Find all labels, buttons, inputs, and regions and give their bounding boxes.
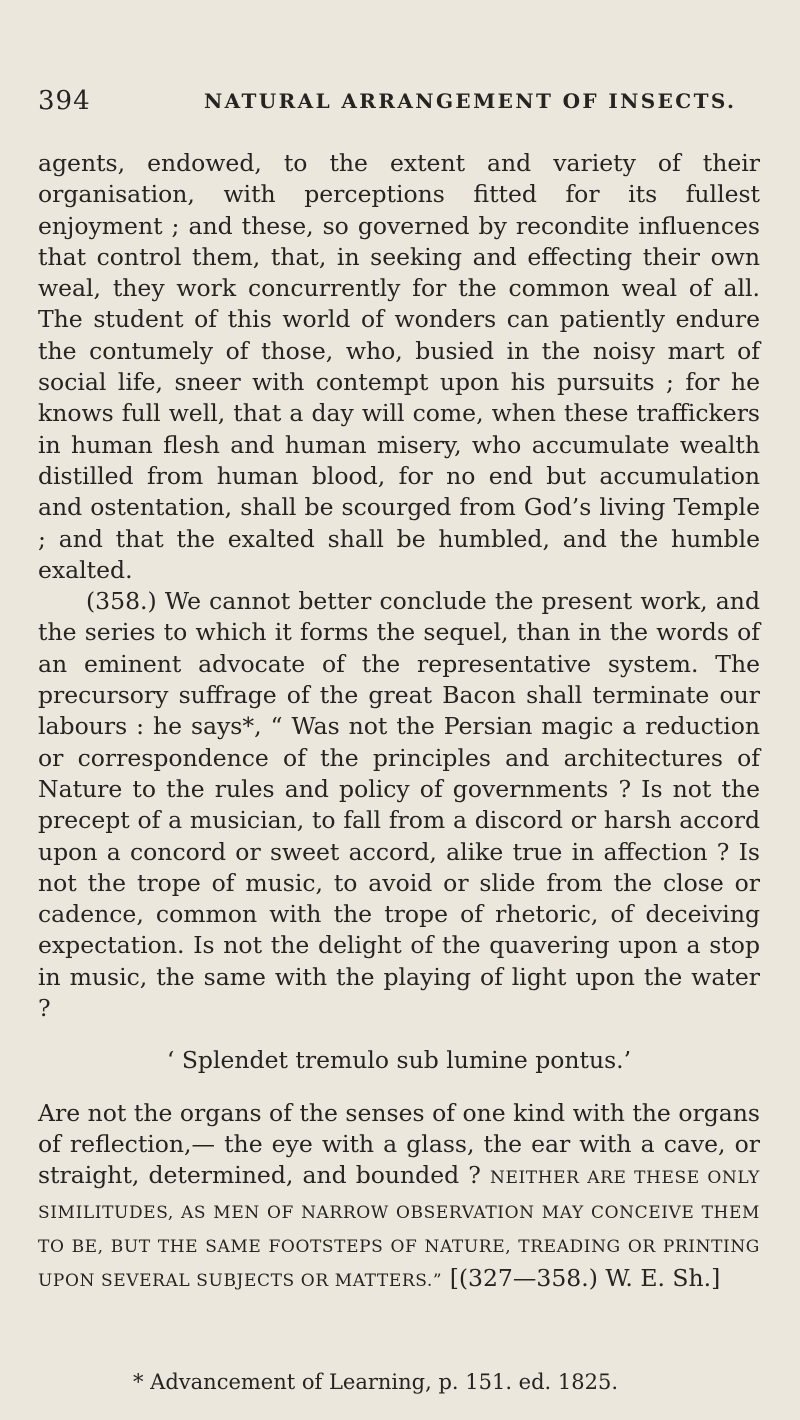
page-header (38, 86, 758, 126)
paragraph-1: agents, endowed, to the extent and variety of their organisation, with perceptions fitted for its fullest enjoyment ; and these, so governed by recondite influences that control them, that, in seeking and effecting their own weal, they work concurrently for the common weal of all. The student of this world of wonders can patiently endure the contumely of those, who, busied in the noisy mart of social life, sneer with contempt upon his pursuits ; for he knows full well, that a day will come, when these traffickers in human flesh and human misery, who accumulate wealth distilled from human blood, for no end but accumulation and ostentation, shall be scourged from God’s living Temple ; and that the exalted shall be humbled, and the humble exalted. (38, 149, 760, 584)
running-title: NATURAL ARRANGEMENT OF INSECTS. (204, 89, 737, 113)
paragraph-3 (38, 1098, 760, 1298)
body-text (38, 148, 760, 1297)
section-reference: [(327—358.) W. E. Sh.] (442, 1264, 721, 1293)
paragraph-3-text: Are not the organs of the senses of one kind with the organs of reflection,— the eye with a glass, the ear with a cave, or straight, determined, and bounded ? (38, 1098, 760, 1190)
footnote: * Advancement of Learning, p. 151. ed. 1825. (133, 1370, 619, 1394)
latin-quote: ‘ Splendet tremulo sub lumine pontus.’ (166, 1046, 632, 1075)
page-number: 394 (38, 86, 91, 116)
small-caps-passage: NEITHER ARE THESE ONLY SIMILITUDES, AS MEN OF NARROW OBSERVATION MAY CONCEIVE THEM TO BE, BUT THE SAME FOOTSTEPS OF NATURE, TREADING OR PRINTING UPON SEVERAL SUBJECTS OR MATTERS.” (38, 1168, 761, 1292)
paragraph-358: (358.) We cannot better conclude the present work, and the series to which it forms the sequel, than in the words of an eminent advocate of the representative system. The precursory suffrage of the great Bacon shall terminate our labours : he says*, “ Was not the Persian magic a reduction or correspondence of the principles and architectures of Nature to the rules and policy of governments ? Is not the precept of a musician, to fall from a discord or harsh accord upon a concord or sweet accord, alike true in affection ? Is not the trope of music, to avoid or slide from the close or cadence, common with the trope of rhetoric, of deceiving expectation. Is not the delight of the quavering upon a stop in music, the same with the playing of light upon the water ? (38, 587, 760, 1023)
